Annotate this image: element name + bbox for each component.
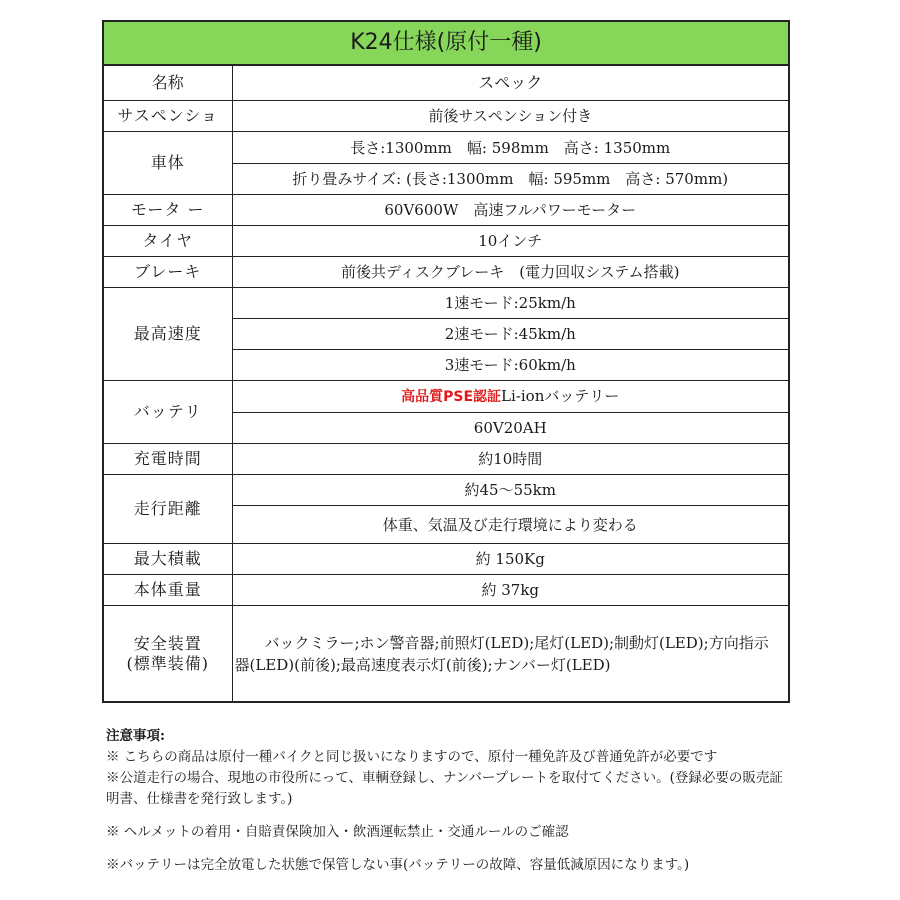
table-row-battery [103, 381, 789, 413]
notes-title: 注意事項: [106, 728, 165, 744]
table-row-motor [103, 195, 789, 226]
safety-name-line-2: (標準装備) [126, 653, 209, 673]
table-row-range [103, 475, 789, 506]
row-spec-motor: 60V600W 高速フルパワーモーター [232, 195, 789, 226]
row-spec-body-folded-size: 折り畳みサイズ: (長さ:1300mm 幅: 595mm 高さ: 570mm) [232, 164, 789, 195]
row-spec-weight: 約 37kg [232, 575, 789, 606]
table-row-weight [103, 575, 789, 606]
row-spec-charge-time: 約10時間 [232, 444, 789, 475]
row-spec-speed-mode-1: 1速モード:25km/h [232, 288, 789, 319]
row-name-body: 車体 [103, 132, 232, 195]
safety-name-line-1: 安全装置 [133, 634, 202, 654]
row-spec-battery-capacity: 60V20AH [232, 413, 789, 444]
row-spec-tire: 10インチ [232, 226, 789, 257]
table-row-safety [103, 606, 789, 703]
row-spec-range-distance: 約45〜55km [232, 475, 789, 506]
note-registration: ※公道走行の場合、現地の市役所にって、車輌登録し、ナンバープレートを取付てください。(登録必要の販売証明書、仕様書を発行致します。) [106, 770, 783, 807]
note-battery-storage: ※バッテリーは完全放電した状態で保管しない事(バッテリーの故障、容量低減原因になります。) [106, 857, 690, 873]
row-spec-max-load: 約 150Kg [232, 544, 789, 575]
row-name-charge-time: 充電時間 [103, 444, 232, 475]
row-name-motor: モータ ー [103, 195, 232, 226]
battery-type-text: Li-ionバッテリー [501, 387, 620, 406]
row-name-battery: バッテリ [103, 381, 232, 444]
column-header-name: 名称 [103, 65, 232, 101]
table-row-max-speed [103, 288, 789, 319]
table-header-row [103, 65, 789, 101]
column-header-spec: スペック [232, 65, 789, 101]
row-spec-speed-mode-3: 3速モード:60km/h [232, 350, 789, 381]
spec-table [102, 20, 790, 703]
row-name-brake: ブレーキ [103, 257, 232, 288]
row-spec-body-dimensions: 長さ:1300mm 幅: 598mm 高さ: 1350mm [232, 132, 789, 164]
row-spec-safety: バックミラー;ホン警音器;前照灯(LED);尾灯(LED);制動灯(LED);方向指示器(LED)(前後);最高速度表示灯(前後);ナンバー灯(LED) [232, 606, 789, 703]
table-row-charge-time [103, 444, 789, 475]
row-spec-battery-type [232, 381, 789, 413]
row-name-safety [103, 606, 232, 703]
row-name-range: 走行距離 [103, 475, 232, 544]
note-safety-rules: ※ ヘルメットの着用・自賠責保険加入・飲酒運転禁止・交通ルールのご確認 [106, 824, 569, 840]
row-spec-suspension: 前後サスペンション付き [232, 101, 789, 132]
table-title: K24仕様(原付一種) [103, 21, 789, 65]
table-row-tire [103, 226, 789, 257]
pse-certified-highlight: 高品質PSE認証 [401, 389, 502, 406]
notes-section [106, 726, 796, 876]
row-name-weight: 本体重量 [103, 575, 232, 606]
row-spec-speed-mode-2: 2速モード:45km/h [232, 319, 789, 350]
row-spec-brake: 前後共ディスクブレーキ (電力回収システム搭載) [232, 257, 789, 288]
row-name-tire: タイヤ [103, 226, 232, 257]
table-row-brake [103, 257, 789, 288]
row-name-max-load: 最大積載 [103, 544, 232, 575]
note-license: ※ こちらの商品は原付一種バイクと同じ扱いになりますので、原付一種免許及び普通免許が必要です [106, 749, 718, 765]
table-row-max-load [103, 544, 789, 575]
row-name-suspension: サスペンショ [103, 101, 232, 132]
table-row-suspension [103, 101, 789, 132]
row-name-max-speed: 最高速度 [103, 288, 232, 381]
row-spec-range-note: 体重、気温及び走行環境により変わる [232, 506, 789, 544]
table-row-body [103, 132, 789, 164]
